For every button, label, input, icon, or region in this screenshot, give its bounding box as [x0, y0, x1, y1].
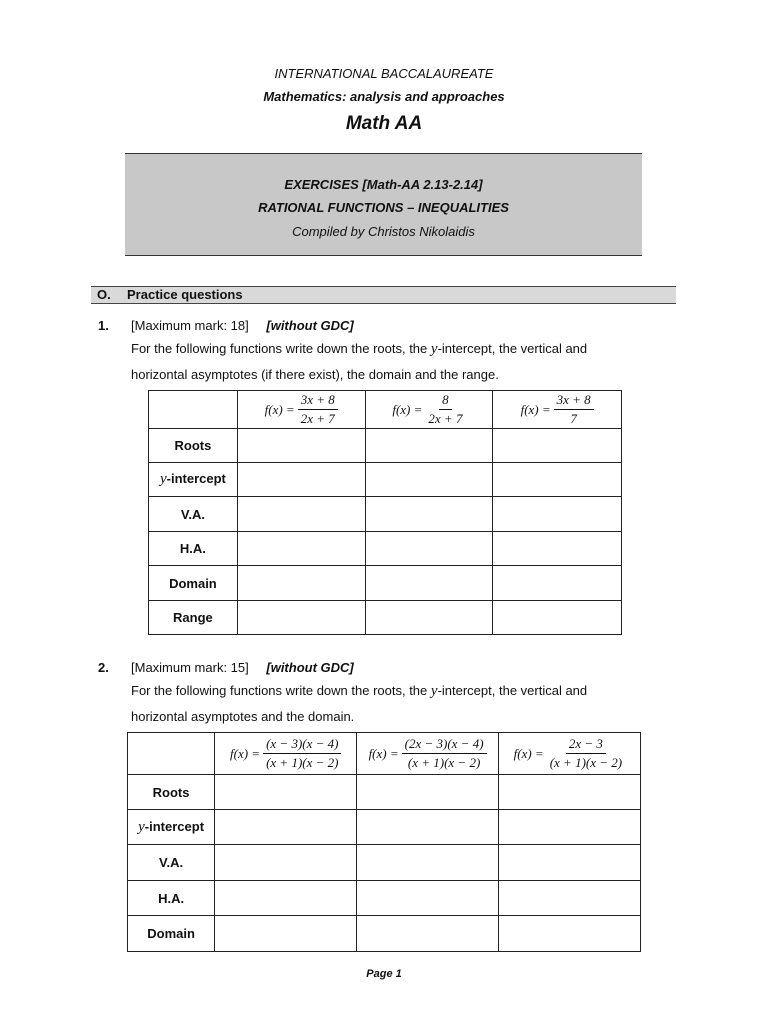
question-1-instruction-line-2: horizontal asymptotes (if there exist), the domain and the range.: [131, 367, 499, 382]
section-title: Practice questions: [127, 287, 243, 302]
function-formula: f(x) = $\frac{(2x - 3)(x - 4)}{(x + 1)(x - 2)}$: [369, 736, 487, 771]
table-row: [149, 532, 622, 566]
answer-cell[interactable]: [215, 845, 357, 881]
answer-cell[interactable]: [365, 532, 493, 566]
table-row: [149, 601, 622, 635]
answer-cell[interactable]: [215, 775, 357, 810]
question-1-header: [131, 318, 354, 333]
answer-cell[interactable]: [493, 601, 622, 635]
answer-cell[interactable]: [498, 845, 640, 881]
table-header-row: [149, 391, 622, 429]
answer-cell[interactable]: [237, 566, 365, 601]
question-2-gdc: [without GDC]: [266, 660, 354, 675]
question-1-number: 1.: [98, 318, 109, 333]
answer-cell[interactable]: [215, 916, 357, 952]
answer-cell[interactable]: [237, 429, 365, 463]
row-label: H.A.: [128, 881, 215, 916]
question-2-instruction-line-1: For the following functions write down the roots, the y-intercept, the vertical and: [131, 683, 588, 699]
answer-cell[interactable]: [493, 566, 622, 601]
row-label: V.A.: [149, 497, 238, 532]
function-header-cell: [357, 733, 498, 775]
answer-cell[interactable]: [215, 881, 357, 916]
row-label: Domain: [149, 566, 238, 601]
answer-cell[interactable]: [215, 810, 357, 845]
answer-cell[interactable]: [237, 532, 365, 566]
function-header-cell: [365, 391, 493, 429]
section-heading: [91, 286, 676, 304]
y-variable: y: [430, 683, 438, 699]
answer-cell[interactable]: [498, 881, 640, 916]
course-title: Mathematics: analysis and approaches: [263, 89, 505, 104]
table-corner-cell: [149, 391, 238, 429]
answer-cell[interactable]: [498, 916, 640, 952]
answer-cell[interactable]: [365, 497, 493, 532]
answer-cell[interactable]: [357, 775, 498, 810]
row-label: V.A.: [128, 845, 215, 881]
function-formula: f(x) = $\frac{3x + 8}{7}$: [521, 392, 594, 427]
exercise-author: Compiled by Christos Nikolaidis: [292, 224, 475, 239]
row-label: y-intercept: [149, 463, 238, 497]
course-short-title: Math AA: [345, 113, 423, 134]
function-header-cell: [215, 733, 357, 775]
table-corner-cell: [128, 733, 215, 775]
question-2-instruction-line-2: horizontal asymptotes and the domain.: [131, 709, 355, 724]
exercise-code: EXERCISES [Math-AA 2.13-2.14]: [284, 177, 483, 192]
answer-cell[interactable]: [498, 810, 640, 845]
table-row: [149, 497, 622, 532]
question-2-number: 2.: [98, 660, 109, 675]
row-label: y-intercept: [128, 810, 215, 845]
answer-cell[interactable]: [493, 429, 622, 463]
row-label: H.A.: [149, 532, 238, 566]
table-row: [149, 463, 622, 497]
table-row: [128, 775, 641, 810]
function-formula: f(x) = $\frac{2x - 3}{(x + 1)(x - 2)}$: [513, 736, 623, 770]
answer-cell[interactable]: [365, 463, 493, 497]
exercise-topic: RATIONAL FUNCTIONS – INEQUALITIES: [258, 200, 509, 215]
section-letter: O.: [97, 287, 111, 302]
function-formula: f(x) = $\frac{(x - 3)(x - 4)}{(x + 1)(x - 2)}$: [230, 736, 341, 771]
answer-cell[interactable]: [237, 463, 365, 497]
function-header-cell: [237, 391, 365, 429]
question-1-gdc: [without GDC]: [266, 318, 354, 333]
institution-title: INTERNATIONAL BACCALAUREATE: [274, 66, 494, 81]
answer-cell[interactable]: [237, 497, 365, 532]
table-row: [128, 810, 641, 845]
question-1-table: [148, 390, 622, 635]
answer-cell[interactable]: [357, 810, 498, 845]
answer-cell[interactable]: [237, 601, 365, 635]
question-2-table: [127, 732, 641, 952]
question-1-marks: [Maximum mark: 18]: [131, 318, 249, 333]
table-row: [128, 916, 641, 952]
answer-cell[interactable]: [357, 916, 498, 952]
page-number: Page 1: [366, 968, 402, 980]
function-header-cell: [493, 391, 622, 429]
question-2-header: [131, 660, 354, 675]
table-row: [149, 566, 622, 601]
function-formula: f(x) = $\frac{8}{2x + 7}$: [392, 392, 463, 426]
function-header-cell: [498, 733, 640, 775]
answer-cell[interactable]: [365, 429, 493, 463]
question-1-instruction-line-1: For the following functions write down the roots, the y-intercept, the vertical and: [131, 341, 588, 357]
row-label: Roots: [149, 429, 238, 463]
exercise-title-box: [125, 153, 642, 256]
row-label: Roots: [128, 775, 215, 810]
row-label: Domain: [128, 916, 215, 952]
answer-cell[interactable]: [357, 845, 498, 881]
table-row: [149, 429, 622, 463]
answer-cell[interactable]: [493, 532, 622, 566]
function-formula: f(x) = $\frac{3x + 8}{2x + 7}$: [265, 392, 338, 427]
answer-cell[interactable]: [357, 881, 498, 916]
y-variable: y: [430, 341, 438, 357]
answer-cell[interactable]: [493, 497, 622, 532]
answer-cell[interactable]: [365, 566, 493, 601]
question-2-marks: [Maximum mark: 15]: [131, 660, 249, 675]
table-row: [128, 845, 641, 881]
answer-cell[interactable]: [498, 775, 640, 810]
table-row: [128, 881, 641, 916]
table-header-row: [128, 733, 641, 775]
answer-cell[interactable]: [493, 463, 622, 497]
answer-cell[interactable]: [365, 601, 493, 635]
row-label: Range: [149, 601, 238, 635]
